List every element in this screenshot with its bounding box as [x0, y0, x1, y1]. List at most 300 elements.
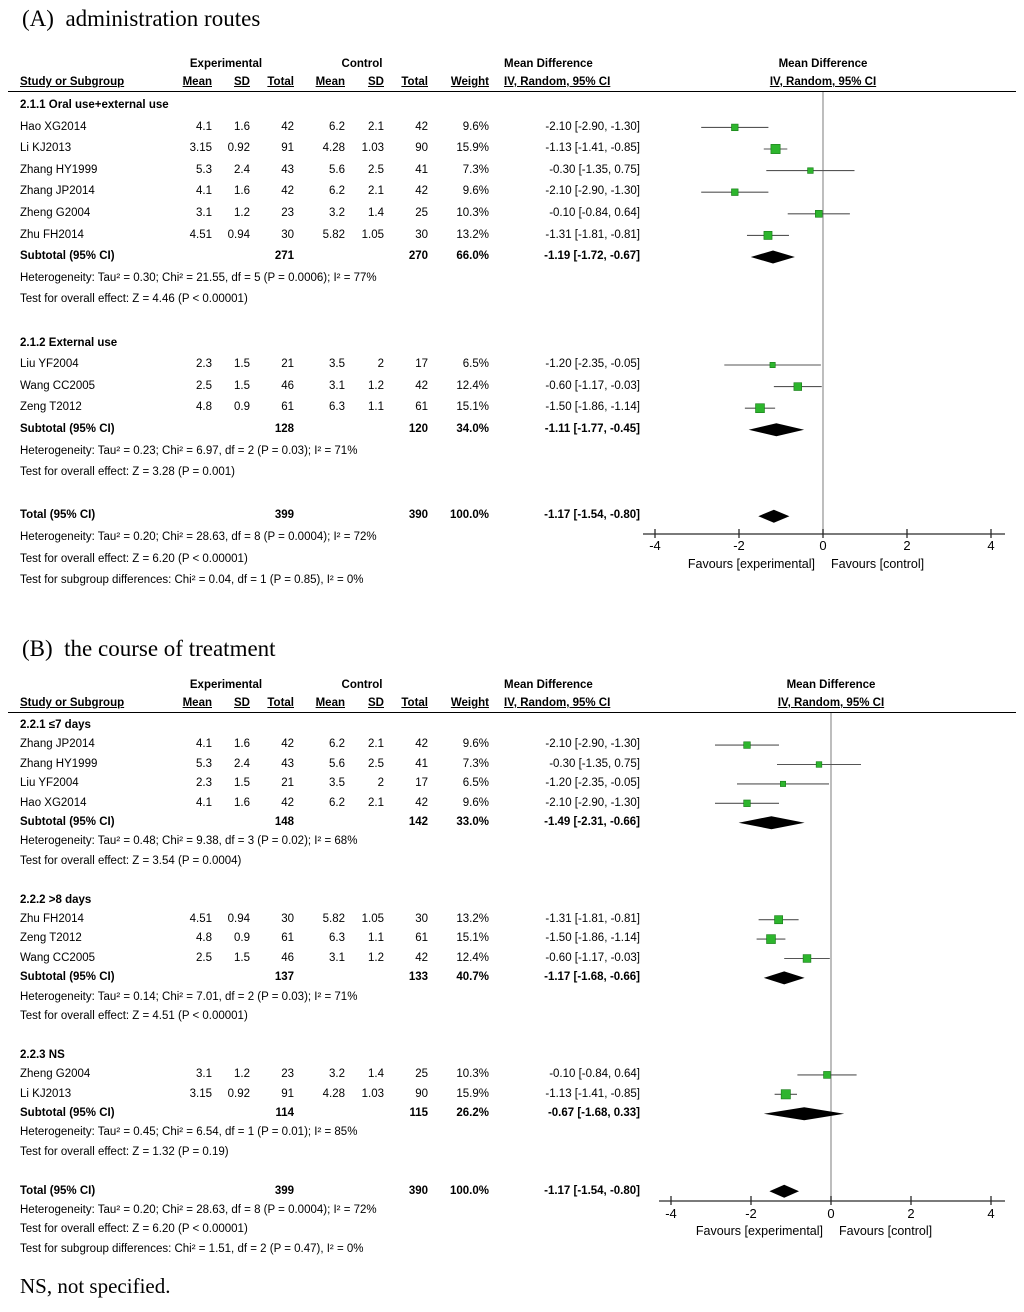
ctrl-sd: 2.1 — [368, 738, 384, 751]
ctrl-total: 42 — [415, 738, 428, 751]
exp-mean: 4.51 — [189, 228, 212, 241]
overall-effect-line-row — [0, 1220, 1024, 1239]
exp-mean: 4.1 — [196, 796, 212, 809]
ctrl-sd: 1.1 — [368, 401, 384, 414]
ctrl-sd: 1.2 — [368, 951, 384, 964]
subgroup-name: 2.2.1 ≤7 days — [20, 719, 91, 731]
study-row — [0, 929, 1024, 948]
study-row — [0, 755, 1024, 774]
heterogeneity-line-row — [0, 268, 1024, 290]
exp-sd: 1.2 — [234, 207, 250, 219]
exp-total: 128 — [274, 423, 294, 435]
study-name: Zeng T2012 — [20, 401, 82, 414]
exp-total: 91 — [281, 142, 294, 155]
weight-cell: 66.0% — [456, 250, 489, 263]
subgroup-name: 2.2.3 NS — [20, 1048, 65, 1061]
exp-total: 46 — [281, 379, 294, 392]
overall-effect-line-row — [0, 852, 1024, 871]
ctrl-mean: 5.6 — [329, 163, 345, 176]
header-ctrl-mean: Mean — [315, 697, 345, 709]
md-ci-text: -2.10 [-2.90, -1.30] — [545, 738, 640, 751]
exp-sd: 0.94 — [227, 228, 250, 241]
ctrl-total: 42 — [415, 796, 428, 809]
total-row — [0, 1182, 1024, 1201]
subtotal-row — [0, 1104, 1024, 1123]
subgroup-name: 2.1.2 External use — [20, 336, 118, 349]
study-row — [0, 354, 1024, 376]
exp-sd: 0.94 — [227, 913, 250, 925]
weight-cell: 9.6% — [462, 185, 489, 198]
ctrl-total: 42 — [415, 379, 428, 392]
header-exp-mean: Mean — [182, 76, 212, 88]
exp-sd: 1.2 — [234, 1068, 250, 1081]
exp-mean: 4.51 — [189, 913, 212, 925]
ctrl-sd: 1.1 — [368, 932, 384, 945]
exp-mean: 3.15 — [189, 142, 212, 155]
exp-mean: 4.1 — [196, 738, 212, 751]
ctrl-sd: 1.2 — [368, 379, 384, 392]
weight-cell: 13.2% — [456, 228, 489, 241]
ctrl-total: 30 — [415, 913, 428, 925]
pooled-label: Subtotal (95% CI) — [20, 423, 115, 435]
study-name: Liu YF2004 — [20, 777, 79, 790]
md-ci-text: -2.10 [-2.90, -1.30] — [545, 120, 640, 133]
subgroup-header-row — [0, 333, 1024, 355]
weight-cell: 12.4% — [456, 951, 489, 964]
tick-label: 4 — [987, 1206, 995, 1221]
exp-mean: 5.3 — [196, 757, 212, 770]
exp-total: 43 — [281, 757, 294, 770]
exp-total: 399 — [274, 1184, 294, 1197]
header-ctrl-mean: Mean — [315, 76, 345, 88]
header-effect-left: Mean Difference — [504, 679, 593, 691]
study-name: Hao XG2014 — [20, 796, 87, 809]
exp-sd: 2.4 — [234, 757, 250, 770]
weight-cell: 12.4% — [456, 379, 489, 392]
md-ci-text: -1.20 [-2.35, -0.05] — [545, 777, 640, 790]
subgroup-header-row — [0, 716, 1024, 735]
exp-total: 61 — [281, 932, 294, 945]
weight-cell: 9.6% — [462, 738, 489, 751]
exp-total: 43 — [281, 163, 294, 176]
ctrl-total: 42 — [415, 951, 428, 964]
header-study: Study or Subgroup — [20, 76, 125, 88]
tick-label: -2 — [733, 538, 745, 553]
tick-label: -4 — [649, 538, 661, 553]
ctrl-sd: 1.03 — [361, 1087, 384, 1100]
study-row — [0, 397, 1024, 419]
header-method-right: IV, Random, 95% CI — [769, 76, 877, 88]
weight-cell: 6.5% — [462, 777, 489, 790]
weight-cell: 10.3% — [456, 207, 489, 219]
exp-mean: 3.1 — [196, 1068, 212, 1081]
ctrl-mean: 6.2 — [329, 120, 345, 133]
heterogeneity-line: Heterogeneity: Tau² = 0.23; Chi² = 6.97, df = 2 (P = 0.03); I² = 71% — [20, 444, 358, 457]
study-row — [0, 949, 1024, 968]
heterogeneity-line-row — [0, 1123, 1024, 1142]
md-ci-text: -0.30 [-1.35, 0.75] — [549, 757, 640, 770]
overall-effect-line-row — [0, 1007, 1024, 1026]
tick-label: 0 — [819, 538, 827, 553]
ctrl-total: 42 — [415, 120, 428, 133]
ctrl-mean: 5.82 — [322, 913, 345, 925]
weight-cell: 100.0% — [449, 509, 489, 522]
table-rows-b — [0, 630, 1024, 1312]
exp-sd: 0.92 — [227, 142, 250, 155]
header-study: Study or Subgroup — [20, 697, 125, 709]
exp-total: 399 — [274, 509, 294, 522]
study-name: Li KJ2013 — [20, 1087, 72, 1100]
header-exp-sd: SD — [234, 697, 250, 709]
exp-sd: 1.6 — [234, 120, 250, 133]
ctrl-mean: 3.5 — [329, 358, 345, 371]
ctrl-total: 120 — [408, 423, 428, 435]
study-row — [0, 138, 1024, 160]
study-name: Wang CC2005 — [20, 951, 96, 964]
md-ci-text: -0.60 [-1.17, -0.03] — [545, 951, 640, 964]
header-exp-mean: Mean — [182, 697, 212, 709]
heterogeneity-line: Heterogeneity: Tau² = 0.20; Chi² = 28.63, df = 8 (P = 0.0004); I² = 72% — [20, 531, 377, 543]
weight-cell: 15.1% — [456, 932, 489, 945]
favours-left-label: Favours [experimental] — [687, 557, 815, 571]
ctrl-total: 115 — [409, 1107, 428, 1119]
study-name: Hao XG2014 — [20, 120, 87, 133]
weight-cell: 33.0% — [456, 816, 489, 828]
table-rows-a — [0, 0, 1024, 630]
subtotal-row — [0, 813, 1024, 832]
study-name: Wang CC2005 — [20, 379, 96, 392]
overall-effect-line-row — [0, 289, 1024, 311]
pooled-label: Subtotal (95% CI) — [20, 250, 115, 263]
subgroup-name: 2.2.2 >8 days — [20, 893, 92, 906]
header-ctrl-total: Total — [401, 76, 428, 88]
weight-cell: 40.7% — [456, 971, 489, 984]
md-ci-text: -1.20 [-2.35, -0.05] — [545, 358, 640, 371]
exp-mean: 5.3 — [196, 163, 212, 176]
ctrl-sd: 2.1 — [368, 185, 384, 198]
study-row — [0, 160, 1024, 182]
heterogeneity-line-row — [0, 832, 1024, 851]
heterogeneity-line-row — [0, 988, 1024, 1007]
ctrl-mean: 6.2 — [329, 185, 345, 198]
header-exp-sd: SD — [234, 76, 250, 88]
study-name: Zhang JP2014 — [20, 738, 95, 751]
tick-label: 2 — [907, 1206, 915, 1221]
ctrl-total: 30 — [415, 228, 428, 241]
exp-sd: 1.5 — [234, 358, 250, 371]
exp-mean: 2.5 — [196, 951, 212, 964]
subgroup-differences-line-row — [0, 1240, 1024, 1259]
weight-cell: 10.3% — [456, 1068, 489, 1081]
overall-effect-line: Test for overall effect: Z = 3.54 (P = 0.0004) — [20, 854, 242, 867]
heterogeneity-line-row — [0, 527, 1024, 549]
md-ci-text: -1.13 [-1.41, -0.85] — [545, 1087, 640, 1100]
ctrl-mean: 6.2 — [329, 738, 345, 751]
study-name: Zeng T2012 — [20, 932, 82, 945]
pooled-label: Subtotal (95% CI) — [20, 971, 115, 984]
exp-sd: 1.6 — [234, 738, 250, 751]
overall-effect-line: Test for overall effect: Z = 6.20 (P < 0.00001) — [20, 1223, 248, 1236]
study-row — [0, 910, 1024, 929]
md-ci-text: -1.31 [-1.81, -0.81] — [545, 913, 640, 925]
study-row — [0, 225, 1024, 247]
exp-total: 114 — [275, 1107, 294, 1119]
ctrl-mean: 4.28 — [322, 1087, 345, 1100]
ctrl-mean: 6.3 — [329, 401, 345, 414]
exp-mean: 2.3 — [196, 777, 212, 790]
ctrl-total: 41 — [415, 757, 428, 770]
study-name: Zheng G2004 — [20, 207, 91, 219]
weight-cell: 9.6% — [462, 120, 489, 133]
subgroup-header-row — [0, 95, 1024, 117]
header-effect-right: Mean Difference — [786, 679, 876, 691]
header-method-left: IV, Random, 95% CI — [504, 697, 611, 709]
pooled-label: Subtotal (95% CI) — [20, 816, 115, 828]
header-effect-left: Mean Difference — [504, 58, 593, 70]
pooled-label: Total (95% CI) — [20, 1184, 96, 1197]
exp-sd: 1.6 — [234, 796, 250, 809]
tick-label: 4 — [987, 538, 995, 553]
heterogeneity-line: Heterogeneity: Tau² = 0.45; Chi² = 6.54, df = 1 (P = 0.01); I² = 85% — [20, 1126, 358, 1139]
ctrl-mean: 5.82 — [322, 228, 345, 241]
weight-cell: 6.5% — [462, 358, 489, 371]
subtotal-row — [0, 246, 1024, 268]
study-name: Liu YF2004 — [20, 358, 79, 371]
weight-cell: 15.1% — [456, 401, 489, 414]
exp-sd: 1.5 — [234, 777, 250, 790]
overall-effect-line-row — [0, 462, 1024, 484]
tick-label: -4 — [665, 1206, 677, 1221]
md-ci-text: -1.17 [-1.54, -0.80] — [544, 1184, 640, 1197]
tick-label: -2 — [745, 1206, 757, 1221]
exp-sd: 0.9 — [234, 401, 250, 414]
overall-effect-line: Test for overall effect: Z = 6.20 (P < 0.00001) — [20, 552, 248, 565]
exp-sd: 1.5 — [234, 951, 250, 964]
ctrl-total: 17 — [415, 358, 428, 371]
subgroup-header-row — [0, 891, 1024, 910]
exp-mean: 4.8 — [196, 401, 212, 414]
overall-effect-line: Test for overall effect: Z = 4.46 (P < 0.00001) — [20, 293, 248, 306]
weight-cell: 100.0% — [449, 1184, 489, 1197]
heterogeneity-line-row — [0, 441, 1024, 463]
header-weight: Weight — [450, 76, 489, 88]
exp-mean: 4.1 — [196, 120, 212, 133]
ctrl-total: 25 — [415, 1068, 428, 1081]
md-ci-text: -2.10 [-2.90, -1.30] — [545, 796, 640, 809]
header-exp-total: Total — [267, 697, 294, 709]
study-row — [0, 117, 1024, 139]
ctrl-sd: 2 — [377, 777, 384, 790]
exp-total: 21 — [281, 777, 294, 790]
header-method-right: IV, Random, 95% CI — [777, 697, 885, 709]
exp-mean: 2.5 — [196, 379, 212, 392]
exp-total: 21 — [281, 358, 294, 371]
ctrl-total: 61 — [415, 401, 428, 414]
pooled-label: Subtotal (95% CI) — [20, 1107, 115, 1119]
md-ci-text: -1.13 [-1.41, -0.85] — [545, 142, 640, 155]
header-effect-right: Mean Difference — [778, 58, 868, 70]
exp-mean: 3.15 — [189, 1087, 212, 1100]
study-row — [0, 735, 1024, 754]
ctrl-mean: 5.6 — [329, 757, 345, 770]
exp-sd: 0.9 — [234, 932, 250, 945]
overall-effect-line-row — [0, 549, 1024, 571]
exp-total: 42 — [281, 120, 294, 133]
tick-label: 0 — [827, 1206, 835, 1221]
exp-total: 42 — [281, 738, 294, 751]
md-ci-text: -0.67 [-1.68, 0.33] — [547, 1107, 640, 1119]
exp-total: 137 — [274, 971, 294, 984]
weight-cell: 9.6% — [462, 796, 489, 809]
exp-total: 30 — [281, 913, 294, 925]
header-ctrl-sd: SD — [368, 697, 384, 709]
ctrl-mean: 3.1 — [329, 951, 345, 964]
ctrl-sd: 1.4 — [368, 1068, 384, 1081]
ctrl-sd: 2 — [377, 358, 384, 371]
favours-right-label: Favours [control] — [839, 1224, 933, 1238]
header-method-left: IV, Random, 95% CI — [504, 76, 611, 88]
md-ci-text: -1.17 [-1.54, -0.80] — [544, 509, 640, 522]
heterogeneity-line: Heterogeneity: Tau² = 0.20; Chi² = 28.63, df = 8 (P = 0.0004); I² = 72% — [20, 1204, 377, 1216]
header-exp-total: Total — [267, 76, 294, 88]
exp-sd: 1.6 — [234, 185, 250, 198]
study-row — [0, 203, 1024, 225]
ctrl-total: 17 — [415, 777, 428, 790]
total-row — [0, 505, 1024, 527]
overall-effect-line: Test for overall effect: Z = 1.32 (P = 0.19) — [20, 1145, 229, 1158]
md-ci-text: -1.50 [-1.86, -1.14] — [545, 932, 640, 945]
ctrl-sd: 2.1 — [368, 120, 384, 133]
exp-total: 23 — [281, 207, 294, 219]
subgroup-differences-line-row — [0, 570, 1024, 592]
md-ci-text: -1.49 [-2.31, -0.66] — [544, 816, 640, 828]
study-row — [0, 1065, 1024, 1084]
tick-label: 2 — [903, 538, 911, 553]
md-ci-text: -2.10 [-2.90, -1.30] — [545, 185, 640, 198]
study-name: Li KJ2013 — [20, 142, 72, 155]
ctrl-total: 90 — [415, 1087, 428, 1100]
ctrl-total: 270 — [408, 250, 428, 263]
weight-cell: 7.3% — [462, 757, 489, 770]
exp-mean: 4.8 — [196, 932, 212, 945]
md-ci-text: -0.10 [-0.84, 0.64] — [549, 207, 640, 219]
ctrl-sd: 2.1 — [368, 796, 384, 809]
ctrl-total: 390 — [408, 509, 428, 522]
md-ci-text: -1.19 [-1.72, -0.67] — [544, 250, 640, 263]
ctrl-total: 142 — [408, 816, 428, 828]
subtotal-row — [0, 419, 1024, 441]
exp-sd: 1.5 — [234, 379, 250, 392]
md-ci-text: -1.50 [-1.86, -1.14] — [545, 401, 640, 414]
weight-cell: 7.3% — [462, 163, 489, 176]
subgroup-differences-line: Test for subgroup differences: Chi² = 0.04, df = 1 (P = 0.85), I² = 0% — [20, 574, 364, 587]
weight-cell: 13.2% — [456, 913, 489, 925]
header-experimental: Experimental — [189, 679, 263, 691]
exp-total: 42 — [281, 796, 294, 809]
exp-total: 42 — [281, 185, 294, 198]
heterogeneity-line: Heterogeneity: Tau² = 0.14; Chi² = 7.01, df = 2 (P = 0.03); I² = 71% — [20, 990, 358, 1003]
md-ci-text: -0.10 [-0.84, 0.64] — [549, 1068, 640, 1081]
study-row — [0, 1085, 1024, 1104]
weight-cell: 15.9% — [456, 1087, 489, 1100]
exp-total: 148 — [274, 816, 294, 828]
overall-effect-line-row — [0, 1143, 1024, 1162]
ctrl-sd: 1.05 — [361, 228, 384, 241]
panel-label: (A) — [22, 6, 54, 31]
panel-title-text: the course of treatment — [64, 636, 276, 661]
exp-sd: 0.92 — [227, 1087, 250, 1100]
exp-total: 23 — [281, 1068, 294, 1081]
forest-panel-b — [0, 630, 1024, 1312]
panel-title-text: administration routes — [65, 6, 261, 31]
header-weight: Weight — [450, 697, 489, 709]
study-row — [0, 774, 1024, 793]
favours-left-label: Favours [experimental] — [695, 1224, 823, 1238]
exp-mean: 4.1 — [196, 185, 212, 198]
study-row — [0, 794, 1024, 813]
header-ctrl-total: Total — [401, 697, 428, 709]
header-experimental: Experimental — [189, 58, 263, 70]
panel-label: (B) — [22, 636, 53, 661]
subtotal-row — [0, 968, 1024, 987]
overall-effect-line: Test for overall effect: Z = 3.28 (P = 0.001) — [20, 466, 235, 479]
study-name: Zhang HY1999 — [20, 163, 98, 176]
ctrl-total: 390 — [408, 1184, 428, 1197]
ctrl-mean: 3.2 — [329, 207, 345, 219]
header-control: Control — [341, 679, 383, 691]
exp-total: 271 — [274, 250, 294, 263]
ctrl-mean: 3.2 — [329, 1068, 345, 1081]
favours-right-label: Favours [control] — [831, 557, 925, 571]
study-row — [0, 181, 1024, 203]
exp-total: 61 — [281, 401, 294, 414]
md-ci-text: -0.30 [-1.35, 0.75] — [549, 163, 640, 176]
exp-mean: 2.3 — [196, 358, 212, 371]
ctrl-total: 90 — [415, 142, 428, 155]
ctrl-total: 41 — [415, 163, 428, 176]
md-ci-text: -0.60 [-1.17, -0.03] — [545, 379, 640, 392]
study-name: Zhu FH2014 — [20, 228, 84, 241]
ctrl-mean: 3.1 — [329, 379, 345, 392]
ctrl-total: 61 — [415, 932, 428, 945]
ctrl-total: 42 — [415, 185, 428, 198]
exp-sd: 2.4 — [234, 163, 250, 176]
weight-cell: 26.2% — [456, 1107, 489, 1119]
header-ctrl-sd: SD — [368, 76, 384, 88]
exp-total: 46 — [281, 951, 294, 964]
study-name: Zhu FH2014 — [20, 913, 84, 925]
study-name: Zhang HY1999 — [20, 757, 98, 770]
figure-footnote: NS, not specified. — [20, 1274, 171, 1298]
ctrl-mean: 6.3 — [329, 932, 345, 945]
forest-panel-a — [0, 0, 1024, 630]
weight-cell: 15.9% — [456, 142, 489, 155]
ctrl-mean: 3.5 — [329, 777, 345, 790]
exp-mean: 3.1 — [196, 207, 212, 219]
study-name: Zheng G2004 — [20, 1068, 91, 1081]
ctrl-total: 25 — [415, 207, 428, 219]
ctrl-mean: 6.2 — [329, 796, 345, 809]
ctrl-sd: 1.05 — [361, 913, 384, 925]
weight-cell: 34.0% — [456, 423, 489, 435]
md-ci-text: -1.31 [-1.81, -0.81] — [545, 228, 640, 241]
study-row — [0, 376, 1024, 398]
ctrl-sd: 1.03 — [361, 142, 384, 155]
md-ci-text: -1.11 [-1.77, -0.45] — [544, 423, 640, 435]
subgroup-differences-line: Test for subgroup differences: Chi² = 1.51, df = 2 (P = 0.47), I² = 0% — [20, 1242, 364, 1255]
subgroup-header-row — [0, 1046, 1024, 1065]
subgroup-name: 2.1.1 Oral use+external use — [20, 99, 169, 111]
